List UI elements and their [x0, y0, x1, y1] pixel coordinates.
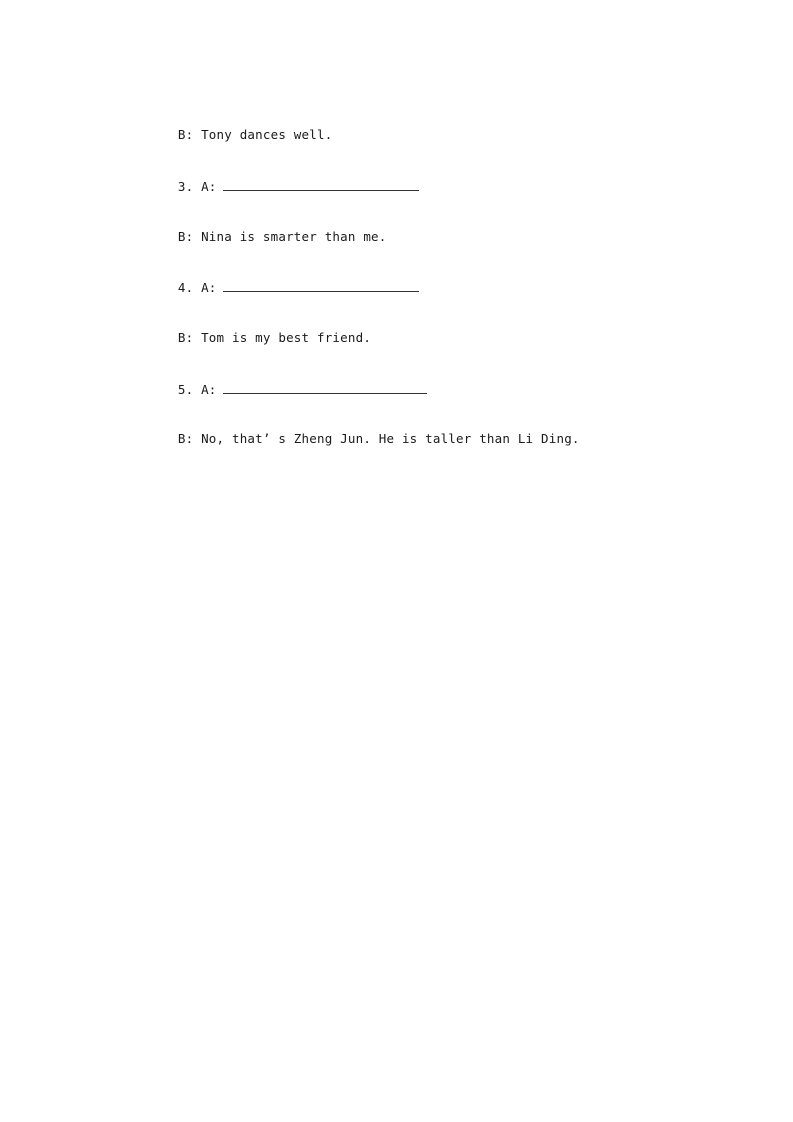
answer-text: B: Tom is my best friend. — [177, 330, 372, 345]
question-label: 5. A: — [177, 382, 217, 397]
answer-line-2b — [147, 111, 332, 159]
question-label: 3. A: — [177, 179, 217, 194]
answer-line-5b — [147, 415, 580, 463]
question-line-5 — [147, 365, 427, 414]
answer-blank-3[interactable] — [223, 178, 419, 191]
answer-text: B: No, that’ s Zheng Jun. He is taller than Li Ding. — [177, 431, 580, 446]
answer-blank-4[interactable] — [223, 279, 419, 292]
question-line-4 — [147, 263, 419, 312]
answer-line-4b — [147, 314, 371, 362]
question-label: 4. A: — [177, 280, 217, 295]
answer-line-3b — [147, 213, 387, 261]
answer-blank-5[interactable] — [223, 381, 427, 394]
question-line-3 — [147, 162, 419, 211]
answer-text: B: Tony dances well. — [177, 127, 333, 142]
answer-text: B: Nina is smarter than me. — [177, 229, 387, 244]
